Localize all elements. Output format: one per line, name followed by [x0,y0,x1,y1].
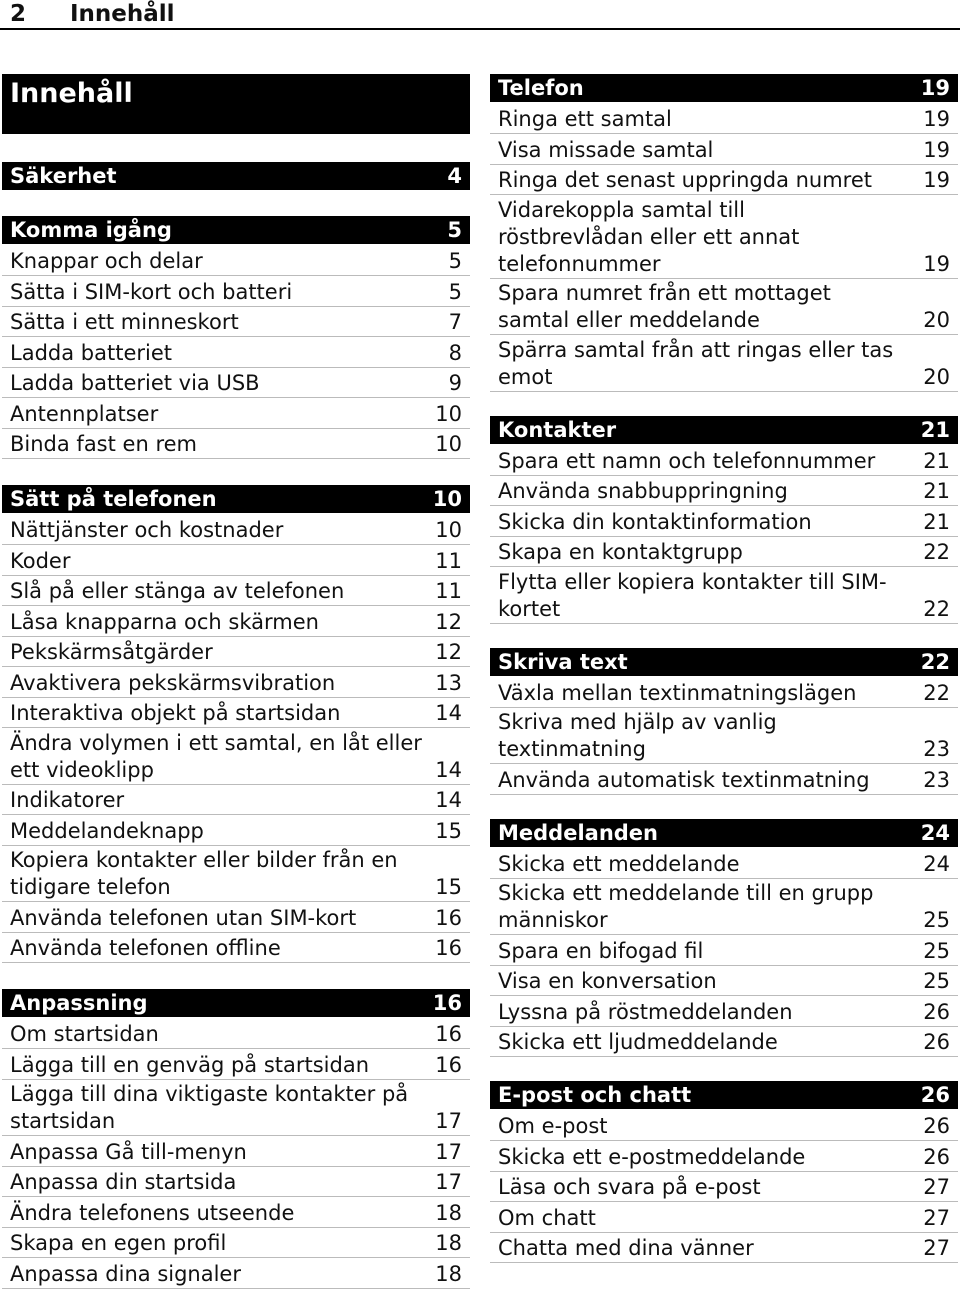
toc-section-sakerhet [2,162,470,190]
toc-entry[interactable] [490,136,958,165]
entry-title: Koder [10,548,71,573]
toc-entry[interactable] [490,766,958,795]
toc-entry[interactable] [490,508,958,537]
entry-page-number: 10 [435,518,462,542]
entry-page-number: 22 [923,596,950,621]
entry-page-number: 16 [435,905,462,930]
toc-entry[interactable] [490,1112,958,1141]
entry-page-number: 12 [435,640,462,664]
entry-title: Anpassa dina signaler [10,1261,241,1286]
section-title: Kontakter [498,417,617,442]
section-heading[interactable] [490,416,958,444]
entry-title: Skicka ett ljudmeddelande [498,1030,778,1054]
entry-page-number: 8 [448,340,462,365]
entry-title: Nättjänster och kostnader [10,518,284,542]
toc-entry[interactable] [2,847,470,902]
section-page-number: 16 [432,991,462,1015]
entry-page-number: 11 [435,579,462,603]
toc-entry[interactable] [2,577,470,606]
section-heading[interactable] [2,162,470,190]
entry-page-number: 14 [435,701,462,725]
entry-title: Om e-post [498,1114,608,1138]
entry-title: Anpassa din startsida [10,1170,237,1194]
toc-section-meddelanden [490,819,958,1058]
toc-entry[interactable] [2,1260,470,1289]
entry-title: Om startsidan [10,1022,159,1046]
toc-entry[interactable] [490,937,958,966]
entry-title: Om chatt [498,1205,596,1230]
entry-page-number: 12 [435,609,462,634]
section-title: Skriva text [498,649,628,674]
section-page-number: 5 [447,218,462,242]
entry-page-number: 11 [435,548,462,573]
section-page-number: 4 [447,164,462,188]
entry-page-number: 5 [448,249,462,273]
entry-page-number: 21 [923,509,950,534]
entry-page-number: 13 [435,670,462,695]
toc-entry[interactable] [490,197,958,279]
entry-title: Skapa en kontaktgrupp [498,540,743,564]
entry-title: Skicka ett meddelande till en grupp människor [498,881,874,932]
section-page-number: 26 [920,1083,950,1107]
toc-entry[interactable] [490,967,958,996]
toc-section-anpassning [2,989,470,1289]
toc-entry[interactable] [2,308,470,337]
toc-section-telefon [490,74,958,392]
toc-entry[interactable] [490,1234,958,1263]
section-heading[interactable] [490,1081,958,1109]
toc-entry[interactable] [490,105,958,134]
page-header-title: Innehåll [70,1,175,27]
toc-entry[interactable] [2,430,470,459]
section-title: Säkerhet [10,164,117,188]
toc-entry[interactable] [2,817,470,846]
entry-title: Flytta eller kopiera kontakter till SIM- kortet [498,569,887,621]
toc-entry[interactable] [2,278,470,307]
section-title: Komma igång [10,218,172,242]
entry-title: Spara numret från ett mottaget samtal eller meddelande [498,281,831,332]
page-header [0,0,960,30]
entry-page-number: 14 [435,788,462,812]
toc-entry[interactable] [490,850,958,879]
entry-page-number: 14 [435,757,462,782]
entry-page-number: 18 [435,1200,462,1225]
entry-page-number: 16 [435,936,462,960]
entry-title: Skicka din kontaktinformation [498,509,812,534]
entry-title: Ladda batteriet [10,340,172,365]
toc-entry[interactable] [490,569,958,624]
section-page-number: 22 [920,649,950,674]
toc-entry[interactable] [2,369,470,398]
toc-entry[interactable] [490,998,958,1027]
entry-title: Lägga till en genväg på startsidan [10,1052,370,1077]
toc-entry[interactable] [2,730,470,785]
entry-page-number: 16 [435,1052,462,1077]
entry-title: Skicka ett meddelande [498,851,740,876]
toc-entry[interactable] [490,337,958,392]
entry-page-number: 17 [435,1139,462,1164]
toc-entry[interactable] [490,709,958,764]
entry-page-number: 27 [923,1236,950,1260]
toc-entry[interactable] [2,1199,470,1228]
entry-title: Indikatorer [10,788,125,812]
entry-page-number: 19 [923,137,950,162]
toc-entry[interactable] [490,880,958,935]
entry-page-number: 10 [435,401,462,426]
section-heading[interactable] [2,216,470,244]
toc-entry[interactable] [2,608,470,637]
section-title: Anpassning [10,991,148,1015]
entry-page-number: 22 [923,540,950,564]
entry-page-number: 16 [435,1022,462,1046]
entry-title: Antennplatser [10,401,159,426]
entry-title: Använda automatisk textinmatning [498,767,870,792]
toc-entry[interactable] [2,1138,470,1167]
toc-entry[interactable] [490,166,958,195]
entry-page-number: 23 [923,767,950,792]
toc-entry[interactable] [2,1168,470,1197]
toc-entry[interactable] [2,699,470,728]
toc-entry[interactable] [490,679,958,708]
entry-page-number: 17 [435,1170,462,1194]
entry-title: Växla mellan textinmatningslägen [498,680,857,705]
entry-title: Ladda batteriet via USB [10,371,260,395]
entry-title: Anpassa Gå till-menyn [10,1139,247,1164]
entry-page-number: 10 [435,432,462,456]
section-page-number: 21 [920,417,950,442]
entry-page-number: 15 [435,818,462,843]
entry-page-number: 19 [923,168,950,192]
entry-title: Ändra volymen i ett samtal, en låt eller ett videoklipp [10,730,422,782]
toc-right-column [490,74,958,1287]
toc-entry[interactable] [2,934,470,963]
entry-page-number: 24 [923,851,950,876]
entry-title: Läsa och svara på e-post [498,1175,761,1199]
toc-entry[interactable] [490,1028,958,1057]
entry-page-number: 27 [923,1175,950,1199]
entry-title: Ringa det senast uppringda numret [498,168,873,192]
entry-page-number: 9 [448,371,462,395]
entry-page-number: 22 [923,680,950,705]
section-title: E-post och chatt [498,1083,692,1107]
toc-entry[interactable] [490,447,958,476]
entry-page-number: 20 [923,364,950,389]
section-page-number: 19 [920,76,950,100]
entry-page-number: 26 [923,1144,950,1169]
entry-page-number: 18 [435,1231,462,1255]
section-title: Meddelanden [498,820,658,845]
entry-title: Slå på eller stänga av telefonen [10,579,345,603]
toc-entry[interactable] [2,669,470,698]
entry-page-number: 19 [923,107,950,131]
entry-page-number: 26 [923,1030,950,1054]
entry-page-number: 20 [923,308,950,332]
entry-page-number: 21 [923,479,950,503]
entry-title: Meddelandeknapp [10,818,204,843]
section-title: Sätt på telefonen [10,487,217,511]
toc-entry[interactable] [2,904,470,933]
entry-title: Spara ett namn och telefonnummer [498,448,876,473]
entry-title: Lägga till dina viktigaste kontakter på startsidan [10,1082,409,1133]
toc-title: Innehåll [2,74,470,134]
entry-title: Vidarekoppla samtal till röstbrevlådan eller ett annat telefonnummer [498,197,800,276]
entry-page-number: 7 [448,310,462,334]
entry-title: Ringa ett samtal [498,107,672,131]
toc-entry[interactable] [2,547,470,576]
toc-entry[interactable] [2,638,470,667]
section-heading[interactable] [490,648,958,676]
toc-section-kontakter [490,416,958,624]
entry-page-number: 18 [435,1261,462,1286]
entry-title: Skriva med hjälp av vanlig textinmatning [498,710,777,761]
entry-title: Ändra telefonens utseende [10,1200,295,1225]
entry-title: Använda telefonen utan SIM-kort [10,905,357,930]
toc-entry[interactable] [490,538,958,567]
toc-entry[interactable] [2,516,470,545]
entry-page-number: 5 [448,279,462,304]
section-heading[interactable] [490,74,958,102]
entry-page-number: 23 [923,737,950,761]
toc-entry[interactable] [490,1143,958,1172]
toc-entry[interactable] [2,1020,470,1049]
toc-entry[interactable] [490,280,958,335]
entry-title: Skicka ett e-postmeddelande [498,1144,806,1169]
toc-entry[interactable] [2,786,470,815]
toc-left-column [2,74,470,1315]
entry-title: Avaktivera pekskärmsvibration [10,670,336,695]
entry-page-number: 26 [923,1114,950,1138]
entry-title: Kopiera kontakter eller bilder från en tidigare telefon [10,848,398,899]
left-sections [2,162,470,1289]
entry-page-number: 25 [923,969,950,993]
entry-title: Skapa en egen profil [10,1231,227,1255]
section-heading[interactable] [490,819,958,847]
entry-page-number: 25 [923,938,950,963]
entry-title: Binda fast en rem [10,432,197,456]
toc-entry[interactable] [490,1204,958,1233]
entry-title: Visa en konversation [498,969,717,993]
page-number: 2 [10,1,27,27]
section-heading[interactable] [2,989,470,1017]
entry-page-number: 27 [923,1205,950,1230]
entry-title: Interaktiva objekt på startsidan [10,701,341,725]
entry-title: Spara en bifogad fil [498,938,704,963]
toc-entry[interactable] [2,1051,470,1080]
toc-entry[interactable] [490,477,958,506]
entry-title: Använda snabbuppringning [498,479,788,503]
toc-entry[interactable] [2,1229,470,1258]
entry-page-number: 26 [923,999,950,1024]
toc-entry[interactable] [490,1173,958,1202]
section-title: Telefon [498,76,584,100]
entry-title: Chatta med dina vänner [498,1236,754,1260]
toc-section-e-post-och-chatt [490,1081,958,1263]
toc-entry[interactable] [2,339,470,368]
entry-title: Visa missade samtal [498,137,714,162]
toc-entry[interactable] [2,400,470,429]
entry-page-number: 15 [435,875,462,899]
entry-page-number: 21 [923,448,950,473]
toc-entry[interactable] [2,247,470,276]
section-page-number: 24 [920,820,950,845]
entry-title: Knappar och delar [10,249,203,273]
entry-title: Sätta i ett minneskort [10,310,239,334]
entry-page-number: 17 [435,1109,462,1133]
entry-page-number: 25 [923,908,950,932]
toc-section-skriva-text [490,648,958,795]
toc-entry[interactable] [2,1081,470,1136]
entry-title: Använda telefonen offline [10,936,281,960]
entry-title: Spärra samtal från att ringas eller tas emot [498,337,894,389]
section-heading[interactable] [2,485,470,513]
right-sections [490,74,958,1263]
entry-title: Låsa knapparna och skärmen [10,609,319,634]
entry-page-number: 19 [923,251,950,276]
section-page-number: 10 [432,487,462,511]
toc-section-satt-pa-telefonen [2,485,470,963]
entry-title: Sätta i SIM-kort och batteri [10,279,293,304]
toc-section-komma-igang [2,216,470,459]
entry-title: Pekskärmsåtgärder [10,640,213,664]
entry-title: Lyssna på röstmeddelanden [498,999,793,1024]
